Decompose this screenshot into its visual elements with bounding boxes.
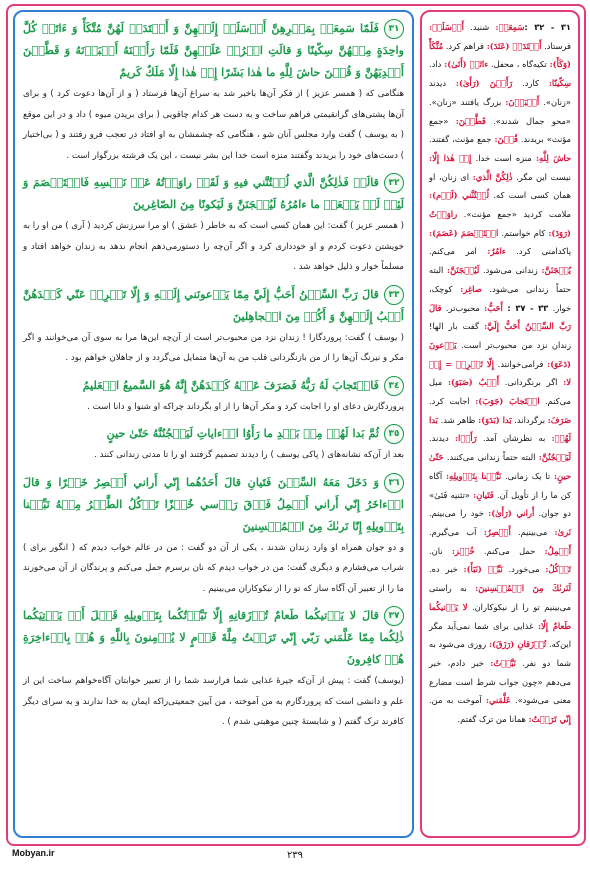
verse-number-badge: ٣٥ xyxy=(384,424,404,444)
glossary-term: ءاتَتۡ (أَتَىٰ): xyxy=(444,59,489,70)
glossary-definition: ای زنان، او همان کسی است که. xyxy=(429,171,571,201)
glossary-term: قالَ رَبِّ السِّجۡنُ أَحَبُّ إِلَيَّ: xyxy=(429,302,572,332)
glossary-definition: زندانی می‌شود. xyxy=(479,265,542,276)
glossary-definition: فرامی‌خوانند. xyxy=(493,358,548,369)
glossary-term: إِلّا تَصۡرِفۡ = إِنۡ لا: xyxy=(429,358,571,388)
verse-arabic xyxy=(23,283,404,327)
verse-text: قالَ رَبِّ السِّجۡنُ أَحَبُّ إِلَيَّ مِمّا يَدۡعونَني إِلَيۡهِ وَ إِلّا تَصۡرِفۡ عَنّي كَيۡدَهُنَّ أَصۡبُ إِلَيۡهِنَّ وَ أَكُنۡ مِنَ الۡجاهِلينَ xyxy=(23,286,404,323)
glossary-term: لَنَرىٰكَ مِنَ الۡمُحۡسِنينَ: xyxy=(475,583,571,594)
glossary-term: أَرۡسَلَتۡ: xyxy=(429,22,464,32)
glossary-term: ءامُرُ: xyxy=(487,246,506,257)
glossary-definition: کارد. xyxy=(512,78,549,89)
verse-arabic xyxy=(23,374,404,396)
glossary-definition: جمع مؤنث، گفتند. xyxy=(429,134,495,145)
glossary-definition: آموخت به من. xyxy=(429,695,486,706)
glossary-term: إِنۡ هٰذا إِلّا: xyxy=(429,152,472,163)
glossary-definition: شنید. xyxy=(463,22,496,32)
glossary-definition: تکیه‌گاه ، محفل. xyxy=(488,59,550,70)
verse-arabic xyxy=(23,604,404,670)
verse-translation: بعد از آن‌که نشانه‌های ( پاکی یوسف ) را دیدند تصمیم گرفتند او را تا مدتی زندانی کنند . xyxy=(94,450,404,460)
verse-arabic xyxy=(23,422,404,444)
verse-number-badge: ٣١ xyxy=(384,19,404,39)
glossary-definition: اگر برنگردانی. xyxy=(499,377,564,388)
glossary-definition: آب می‌گیرم. xyxy=(429,526,484,537)
glossary-definition: دیدند «زنان». xyxy=(429,78,572,107)
glossary-term: أَحۡمِلُ: xyxy=(544,545,571,556)
glossary-definition: کوچک، خوار. xyxy=(429,283,571,313)
glossary-term: سَمِعَتۡ: xyxy=(495,22,525,32)
glossary-term: لَيَسۡجُنُنَّ: xyxy=(538,452,571,463)
glossary-definition: پاکدامنی کرد. xyxy=(505,246,571,257)
glossary-term: نَبِّئۡنا بِتَأۡويلِهِ: xyxy=(445,470,502,481)
glossary-term: اسۡتَجابَ (جَوَبَ): xyxy=(475,396,540,407)
verse-text: ثُمَّ بَدا لَهُمۡ مِنۡ بَعۡدِ ما رَأَوُا الۡءاياتِ لَيَسۡجُنُنَّهُ حَتّىٰ حينٍ xyxy=(106,426,379,440)
glossary-definition: حمل می‌کنم. xyxy=(474,545,545,556)
verse-translation: (یوسف) گفت : پیش از آن‌که جیرهٔ غذایی شما فرارسد شما را از تعبیر خوابتان آگاه‌خواهم ساخت این از علم و دانشی است که پروردگارم به من آموخته ، من آیین جمعیتی‌راکه ایمان به خدا ندارند و به سرای دیگر کافرند ترک گفتم ( و شایستهٔ چنین موهبتی شدم ) . xyxy=(23,676,404,727)
glossary-definition: البته حتماً زندانی می‌شود. xyxy=(429,265,572,294)
glossary-definition: دیدند. xyxy=(429,433,455,444)
verse-text: قالَتۡ فَذٰلِكُنَّ الَّذي لُمۡتُنَّني فيهِ وَ لَقَدۡ راوَدۡتُهُ عَنۡ نَفۡسِهِ فَاسۡتَعۡصَمَ وَ لَئِنۡ لَمۡ يَفۡعَلۡ ما ءامُرُهُ لَيُسۡجَنَنَّ وَ لَيَكونًا مِنَ الصّاغِرينَ xyxy=(23,175,404,211)
glossary-definition: به راستی می‌بینیم تو را از نیکوکاران. xyxy=(429,583,572,612)
glossary-definition: روزی می‌شود به شما دو نفر. xyxy=(429,639,571,668)
glossary-term: قُلۡنَ: xyxy=(494,134,518,145)
glossary-term: رَأَيۡنَ (رَأَىٰ): xyxy=(455,78,513,89)
glossary-term: أَحَبُّ: xyxy=(484,302,503,313)
glossary-definition: گفت بار الها! زندان نزد من محبوب‌تر است. xyxy=(429,321,571,350)
glossary-definition: نیست این مگر. xyxy=(512,171,571,182)
glossary-term: أَكۡبَرۡنَ: xyxy=(505,96,540,107)
glossary-term: لَيُسۡجَنَنَّ: xyxy=(447,265,480,276)
glossary-term: يَدۡعونَ (دَعَوَ): xyxy=(429,339,571,369)
glossary-definition: خود را می‌بینم. xyxy=(429,508,489,519)
verse-translation: و دو جوان همراه او وارد زندان شدند ، یکی از آن دو گفت : من در عالم خواب دیدم که ( انگور برای ) شراب می‌فشارم و دیگری گفت: من در خواب دیدم که نان برسرم حمل می‌کنم و پرندگان از آن می‌خورند ما را از تعبیر آن آگاه ساز که تو را از نیکوکاران می‌بینیم . xyxy=(23,542,404,594)
glossary-definition: محبوب‌تر. xyxy=(441,302,485,313)
glossary-definition: فراهم کرد. xyxy=(443,40,487,51)
glossary-term: إِنّي تَرَكۡتُ: xyxy=(528,714,571,725)
glossary-term: فَتَيانِ: xyxy=(473,489,494,500)
glossary-term: راوَدۡتُ (رَوَدَ): xyxy=(429,209,571,238)
verse-number-badge: ٣٣ xyxy=(384,285,404,305)
verse-arabic xyxy=(23,171,404,215)
glossary-definition: خبر دادم، خبر می‌دهم «چون جواب شرط است مضارع معنی می‌شود». xyxy=(429,657,571,706)
glossary-term: لُمۡتُنَّني (لَوۡم): xyxy=(429,190,490,201)
glossary-term: خُبۡز: xyxy=(451,545,475,556)
verse-number-badge: ٣٢ xyxy=(384,173,404,193)
glossary-definition: فرستاد. xyxy=(541,40,571,51)
glossary-term: نَرىٰ: xyxy=(554,526,571,537)
site-watermark: Mobyan.ir xyxy=(12,848,55,858)
glossary-definition: داد. xyxy=(429,59,445,70)
verse-translation: هنگامی که ( همسر عزیز ) از فکر آن‌ها باخبر شد به سراغ آن‌ها فرستاد ( و از آن‌ها دعوت کرد ) و برای آن‌ها پشتی‌های گرانقیمتی فراهم ساخت و به دست هر کدام چاقویی ( برای بریدن میوه ) داد و در این موقع ( به یوسف ) گفت وارد مجلس آنان شو ، هنگامی که چشمشان به او افتاد در تعجب فرو رفتند و ( بی‌اختیار ) دست‌های خود را بریدند وگفتند منزه است خدا این بشر نیست ، این یک فرشته بزرگوار است . xyxy=(23,89,404,161)
glossary-definition: همانا من ترک گفتم. xyxy=(457,714,529,725)
glossary-term: بَدا لَهُمۡ: xyxy=(429,414,571,444)
glossary-term: رَأَوۡا: xyxy=(454,433,477,444)
verse-translation: ( همسر عزیز ) گفت: این همان کسی است که به خاطر ( عشق ) او مرا سرزنش کردید ( آری ) من او را به خویشتن دعوت کردم و او خودداری کرد و اگر آن‌چه را دستورمی‌دهم انجام ندهد به زندان خواهد افتاد و مسلماً خوار و ذلیل خواهد شد . xyxy=(23,221,404,272)
verse-arabic xyxy=(23,471,404,537)
verse-translation: پروردگارش دعای او را اجابت کرد و مکر آن‌ها را از او بگرداند چراکه او شنوا و دانا است . xyxy=(87,401,404,412)
glossary-definition: بزرگ یافتند «زنان». «محو جمال شدند». xyxy=(429,96,571,126)
glossary-term: حَتّىٰ حينٍ: xyxy=(429,452,571,481)
glossary-definition: به نظرشان آمد. xyxy=(476,433,552,444)
verse-range-label: ٣٣ - ٣٧ : xyxy=(502,302,549,313)
glossary-definition: می‌خورد. xyxy=(502,564,546,575)
glossary-definition: البته حتماً زندانی می‌کنند. xyxy=(443,452,539,463)
page-number: ٢٣٩ xyxy=(286,850,304,861)
glossary-definition: «تثنیه فَتَیٰ» دو جوان. xyxy=(429,489,571,519)
glossary-term: عَلَّمَني: xyxy=(485,695,511,706)
verse-number-badge: ٣٤ xyxy=(384,376,404,396)
glossary-term: قَطَّعۡنَ: xyxy=(455,115,486,126)
glossary-definition: امر می‌کنم. xyxy=(429,246,488,257)
verse-number-badge: ٣٦ xyxy=(384,473,404,493)
verse-text: فَاسۡتَجابَ لَهُ رَبُّهُ فَصَرَفَ عَنۡهُ كَيۡدَهُنَّ إِنَّهُ هُوَ السَّميعُ الۡعَليمُ xyxy=(82,377,379,392)
glossary-term: أَصۡبُ (صَبَوَ): xyxy=(447,377,500,388)
glossary-definition: کام خواستم. xyxy=(498,227,549,238)
glossary-term: تُرۡزَقانِ (رَزَقَ): xyxy=(488,639,547,650)
glossary-definition: می‌بینیم. xyxy=(510,526,555,537)
glossary-definition: غذایی برای شما نمی‌آید مگر این‌که. xyxy=(429,620,571,650)
verse-text: قالَ لا يَأۡتيكُما طَعامٌ تُرۡزَقانِهِ إِلّا نَبَّأۡتُكُما بِتَأۡويلِهِ قَبۡلَ أَنۡ يَأۡتِيَكُما ذٰلِكُما مِمّا عَلَّمَني رَبّي إِنّي تَرَكۡتُ مِلَّةَ قَوۡمٍ لا يُؤۡمِنونَ بِاللَّهِ وَ هُمۡ بِالۡءاخِرَةِ هُمۡ كافِرونَ xyxy=(23,608,404,666)
glossary-definition: برگرداند. xyxy=(511,414,548,425)
glossary-definition: اجابت کرد. xyxy=(429,396,476,407)
verses-column xyxy=(13,10,414,838)
verse-number-badge: ٣٧ xyxy=(384,606,404,626)
glossary-term: صاغِر: xyxy=(460,283,482,294)
glossary-text xyxy=(429,18,571,729)
glossary-definition: منزه است خدا. xyxy=(471,152,536,163)
glossary-definition: ظاهر شد. xyxy=(437,414,479,425)
glossary-column xyxy=(420,10,580,838)
glossary-term: أَراني (رَأَىٰ): xyxy=(488,508,535,519)
glossary-term: نَبَّأۡتُ: xyxy=(490,657,516,668)
verse-text: وَ دَخَلَ مَعَهُ السِّجۡنَ فَتَيانِ قالَ أَحَدُهُما إِنّي أَراني أَعۡصِرُ خَمۡرًا وَ قالَ الۡءاخَرُ إِنّي أَراني أَحۡمِلُ فَوۡقَ رَأۡسي خُبۡزًا تَأۡكُلُ الطَّيۡرُ مِنۡهُ نَبِّئۡنا بِتَأۡويلِهِ إِنّا نَرىٰكَ مِنَ الۡمُحۡسِنينَ xyxy=(23,474,404,533)
glossary-term: اسۡتَعۡصَمَ (عَصَمَ): xyxy=(429,227,499,238)
verse-translation: ( یوسف ) گفت: پروردگارا ! زندان نزد من محبوب‌تر است از آن‌چه این‌ها مرا به سوی آن می‌خوانند و اگر مکر و نیرنگ آن‌ها را از من بازنگردانی قلب من به آن‌ها متمایل می‌گردد و از جاهلان خواهم بود . xyxy=(23,332,404,363)
glossary-definition: خبر ده. xyxy=(429,564,464,575)
glossary-term: يُسۡجَنَنَّ: xyxy=(541,265,571,276)
glossary-term: مُتَّكَأً (وَكَأَ): xyxy=(429,40,571,70)
glossary-term: أَعۡتَدَتۡ (عَتَدَ): xyxy=(486,40,542,51)
glossary-term: أَعۡصِرُ: xyxy=(483,526,511,537)
glossary-definition: «جمع مؤنث» بریدند. xyxy=(429,115,571,145)
verse-arabic xyxy=(23,17,404,83)
glossary-term: حاشَ لِلَّهِ: xyxy=(535,152,571,163)
glossary-term: نَبِّئۡ (نَبَأَ): xyxy=(463,564,503,575)
glossary-term: بَدا (بَدَوَ): xyxy=(478,414,512,425)
glossary-term: صَرَفَ: xyxy=(547,414,571,425)
glossary-definition: میل می‌کنم. xyxy=(429,377,571,407)
glossary-term: لا يَأۡتيكُما طَعامٌ إِلّا: xyxy=(429,601,572,631)
verse-range-label: ٣١ - ٣٢ : xyxy=(524,22,571,32)
glossary-definition: تا یک زمانی. xyxy=(501,470,554,481)
glossary-term: سِكّينًا: xyxy=(548,78,571,89)
glossary-term: ذٰلِكُنَّ الَّذي: xyxy=(472,171,513,182)
glossary-definition: ملامت کردید «جمع مؤنث». xyxy=(457,209,571,220)
verse-text: فَلَمّا سَمِعَتۡ بِمَكۡرِهِنَّ أَرۡسَلَتۡ إِلَيۡهِنَّ وَ أَعۡتَدَتۡ لَهُنَّ مُتَّكَأً وَ ءَاتَتۡ كُلَّ واحِدَةٍ مِنۡهُنَّ سِكّينًا وَ قالَتِ اخۡرُجۡ عَلَيۡهِنَّ فَلَمّا رَأَيۡنَهُ أَكۡبَرۡنَهُ وَ قَطَّعۡنَ أَيۡدِيَهُنَّ وَ قُلۡنَ حاشَ لِلَّهِ ما هٰذا بَشَرًا إِنۡ هٰذا إِلّا مَلَكٌ كَريمٌ xyxy=(23,21,404,79)
glossary-definition: نان. xyxy=(429,545,452,556)
glossary-definition: آگاه کن ما را از تأویل آن. xyxy=(429,470,571,500)
glossary-term: تَأۡكُلُ: xyxy=(545,564,571,575)
